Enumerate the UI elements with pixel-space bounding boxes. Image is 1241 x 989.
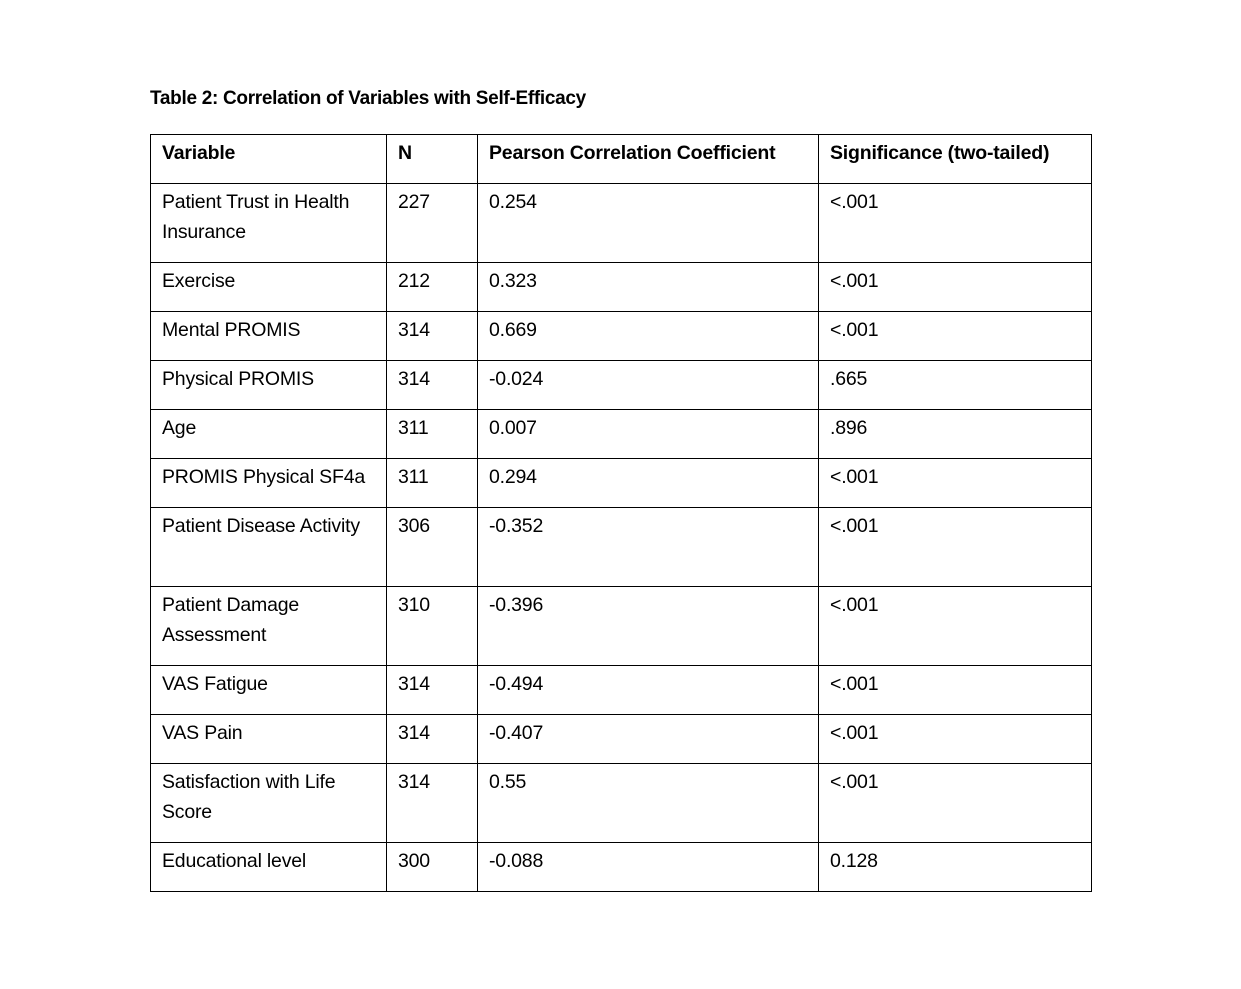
- cell-n: 212: [387, 263, 478, 312]
- cell-variable: Age: [151, 410, 387, 459]
- cell-pearson: -0.088: [478, 843, 819, 892]
- cell-significance: 0.128: [819, 843, 1092, 892]
- cell-pearson: -0.396: [478, 587, 819, 666]
- cell-variable: Patient Damage Assessment: [151, 587, 387, 666]
- cell-pearson: -0.024: [478, 361, 819, 410]
- cell-variable: Physical PROMIS: [151, 361, 387, 410]
- cell-significance: <.001: [819, 263, 1092, 312]
- cell-n: 314: [387, 764, 478, 843]
- cell-n: 310: [387, 587, 478, 666]
- cell-variable: PROMIS Physical SF4a: [151, 459, 387, 508]
- correlation-table: [150, 134, 1092, 892]
- cell-significance: <.001: [819, 184, 1092, 263]
- cell-significance: .665: [819, 361, 1092, 410]
- cell-significance: <.001: [819, 764, 1092, 843]
- table-row: [151, 361, 1092, 410]
- cell-variable: Exercise: [151, 263, 387, 312]
- cell-n: 227: [387, 184, 478, 263]
- table-title: Table 2: Correlation of Variables with Self-Efficacy: [150, 88, 586, 109]
- cell-pearson: 0.323: [478, 263, 819, 312]
- cell-pearson: -0.494: [478, 666, 819, 715]
- table-row: [151, 263, 1092, 312]
- header-n: N: [387, 135, 478, 184]
- header-variable: Variable: [151, 135, 387, 184]
- header-pearson: Pearson Correlation Coefficient: [478, 135, 819, 184]
- cell-n: 314: [387, 312, 478, 361]
- cell-variable: VAS Fatigue: [151, 666, 387, 715]
- table-row: [151, 715, 1092, 764]
- cell-variable: Mental PROMIS: [151, 312, 387, 361]
- cell-n: 300: [387, 843, 478, 892]
- table-row: [151, 666, 1092, 715]
- cell-pearson: -0.407: [478, 715, 819, 764]
- cell-n: 306: [387, 508, 478, 587]
- cell-significance: <.001: [819, 459, 1092, 508]
- table-row: [151, 508, 1092, 587]
- cell-pearson: 0.007: [478, 410, 819, 459]
- table-row: [151, 764, 1092, 843]
- cell-n: 311: [387, 410, 478, 459]
- cell-significance: .896: [819, 410, 1092, 459]
- table-row: [151, 843, 1092, 892]
- table-row: [151, 410, 1092, 459]
- cell-n: 314: [387, 666, 478, 715]
- cell-significance: <.001: [819, 508, 1092, 587]
- cell-pearson: 0.55: [478, 764, 819, 843]
- cell-significance: <.001: [819, 715, 1092, 764]
- cell-pearson: -0.352: [478, 508, 819, 587]
- cell-significance: <.001: [819, 587, 1092, 666]
- cell-significance: <.001: [819, 312, 1092, 361]
- header-row: [151, 135, 1092, 184]
- cell-pearson: 0.294: [478, 459, 819, 508]
- cell-variable: Satisfaction with Life Score: [151, 764, 387, 843]
- cell-variable: Patient Trust in Health Insurance: [151, 184, 387, 263]
- table-row: [151, 587, 1092, 666]
- table-row: [151, 459, 1092, 508]
- cell-pearson: 0.254: [478, 184, 819, 263]
- table-row: [151, 312, 1092, 361]
- cell-n: 314: [387, 361, 478, 410]
- cell-variable: VAS Pain: [151, 715, 387, 764]
- cell-variable: Educational level: [151, 843, 387, 892]
- cell-n: 314: [387, 715, 478, 764]
- header-significance: Significance (two-tailed): [819, 135, 1092, 184]
- cell-n: 311: [387, 459, 478, 508]
- cell-variable: Patient Disease Activity: [151, 508, 387, 587]
- table-row: [151, 184, 1092, 263]
- cell-significance: <.001: [819, 666, 1092, 715]
- cell-pearson: 0.669: [478, 312, 819, 361]
